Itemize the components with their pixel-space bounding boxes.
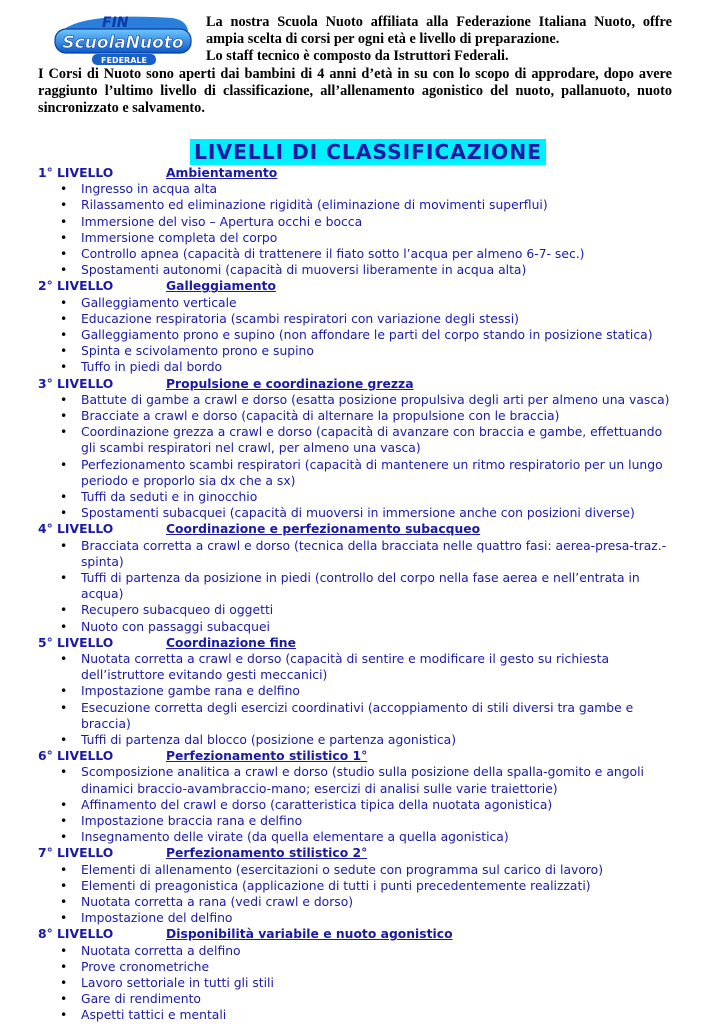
list-item	[38, 959, 678, 975]
list-item	[38, 683, 678, 699]
list-item	[38, 602, 678, 618]
list-item-text: Nuotata corretta a rana (vedi crawl e dorso)	[81, 895, 354, 910]
list-item	[38, 408, 678, 424]
list-item	[38, 505, 678, 521]
bullet-icon: •	[60, 457, 68, 472]
list-item	[38, 311, 678, 327]
list-item	[38, 181, 678, 197]
bullet-icon: •	[60, 878, 68, 893]
level-heading	[38, 165, 678, 181]
level-heading	[38, 845, 678, 861]
level-heading	[38, 635, 678, 651]
list-item-text: Recupero subacqueo di oggetti	[81, 603, 274, 618]
bullet-icon: •	[60, 392, 68, 407]
list-item-text: Esecuzione corretta degli esercizi coordinativi (accoppiamento di stili diversi tra gambe e braccia)	[81, 700, 634, 731]
list-item-text: Bracciata corretta a crawl e dorso (tecnica della bracciata nelle quattro fasi: aerea-presa-traz.-spinta)	[81, 538, 667, 569]
list-item-text: Controllo apnea (capacità di trattenere il fiato sotto l’acqua per almeno 6-7- sec.)	[81, 247, 585, 261]
bullet-icon: •	[60, 425, 68, 440]
bullet-icon: •	[60, 344, 68, 359]
bullet-icon: •	[60, 862, 68, 877]
level-section	[38, 521, 678, 634]
bullet-icon: •	[60, 490, 68, 505]
intro-line-affiliation: La nostra Scuola Nuoto affiliata alla Federazione Italiana Nuoto, offre ampia scelta di corsi per ogni età e livello di preparazione.	[206, 14, 672, 47]
bullet-icon: •	[60, 797, 68, 812]
bullet-icon: •	[60, 295, 68, 310]
list-item-text: Elementi di allenamento (esercitazioni o sedute con programma sul carico di lavoro)	[81, 862, 604, 877]
level-name: Coordinazione e perfezionamento subacqueo	[166, 522, 481, 537]
level-number: 7° LIVELLO	[38, 846, 114, 861]
level-name: Galleggiamento	[166, 279, 276, 294]
list-item	[38, 424, 678, 456]
bullet-icon: •	[60, 311, 68, 326]
level-items	[38, 764, 678, 845]
list-item	[38, 214, 678, 230]
list-item-text: Spostamenti subacquei (capacità di muoversi in immersione anche con posizioni diverse)	[81, 506, 635, 521]
bullet-icon: •	[60, 571, 68, 586]
list-item-text: Elementi di preagonistica (applicazione di tutti i punti precedentemente realizzati)	[81, 878, 591, 893]
list-item-text: Impostazione braccia rana e delfino	[81, 814, 303, 829]
list-item-text: Perfezionamento scambi respiratori (capacità di mantenere un ritmo respiratorio per un lungo periodo e proporlo sia dx che a sx)	[81, 457, 663, 488]
level-items	[38, 538, 678, 635]
bullet-icon: •	[60, 943, 68, 958]
bullet-icon: •	[60, 506, 68, 521]
bullet-icon: •	[60, 976, 68, 991]
list-item-text: Tuffi di partenza dal blocco (posizione e partenza agonistica)	[81, 733, 457, 748]
level-number: 5° LIVELLO	[38, 635, 114, 650]
bullet-icon: •	[60, 619, 68, 634]
list-item-text: Battute di gambe a crawl e dorso (esatta posizione propulsiva degli arti per almeno una vasca)	[81, 392, 670, 407]
list-item-text: Impostazione gambe rana e delfino	[81, 684, 300, 699]
level-section	[38, 748, 678, 845]
list-item-text: Bracciate a crawl e dorso (capacità di alternare la propulsione con le braccia)	[81, 409, 560, 423]
page-title: LIVELLI DI CLASSIFICAZIONE	[190, 139, 546, 165]
bullet-icon: •	[60, 814, 68, 829]
list-item-text: Ingresso in acqua alta	[81, 182, 218, 197]
list-item-text: Gare di rendimento	[81, 992, 201, 1007]
level-name: Ambientamento	[166, 166, 278, 180]
bullet-icon: •	[60, 765, 68, 780]
level-heading	[38, 926, 678, 942]
level-name: Propulsione e coordinazione grezza	[166, 376, 414, 391]
bullet-icon: •	[60, 214, 68, 229]
list-item	[38, 230, 678, 246]
bullet-icon: •	[60, 652, 68, 667]
level-name: Coordinazione fine	[166, 635, 296, 650]
list-item-text: Immersione completa del corpo	[81, 230, 278, 245]
level-number: 8° LIVELLO	[38, 927, 114, 942]
list-item-text: Tuffi da seduti e in ginocchio	[81, 490, 258, 505]
level-items	[38, 295, 678, 376]
bullet-icon: •	[60, 700, 68, 715]
level-heading	[38, 748, 678, 764]
list-item-text: Scomposizione analitica a crawl e dorso (studio sulla posizione della spalla-gomito e angoli dinamici braccio-avambraccio-mano; esercizi di analisi sulle varie traiettorie)	[81, 765, 644, 796]
level-section	[38, 926, 678, 1023]
list-item	[38, 1007, 678, 1023]
list-item	[38, 538, 678, 570]
level-items	[38, 943, 678, 1024]
list-item	[38, 570, 678, 602]
logo-sub-text: FEDERALE	[101, 56, 147, 65]
list-item	[38, 829, 678, 845]
list-item	[38, 392, 678, 408]
list-item	[38, 700, 678, 732]
bullet-icon: •	[60, 328, 68, 342]
list-item	[38, 732, 678, 748]
bullet-icon: •	[60, 182, 68, 197]
level-number: 6° LIVELLO	[38, 749, 114, 764]
list-item-text: Galleggiamento verticale	[81, 295, 237, 310]
level-name: Perfezionamento stilistico 1°	[166, 749, 368, 764]
list-item-text: Galleggiamento prono e supino (non affondare le parti del corpo stando in posizione statica)	[81, 328, 653, 342]
bullet-icon: •	[60, 360, 68, 375]
list-item	[38, 359, 678, 375]
bullet-icon: •	[60, 733, 68, 748]
list-item	[38, 343, 678, 359]
list-item	[38, 262, 678, 278]
level-number: 4° LIVELLO	[38, 522, 114, 537]
logo-fin-text: FIN	[102, 15, 129, 31]
list-item	[38, 619, 678, 635]
bullet-icon: •	[60, 263, 68, 278]
level-section	[38, 165, 678, 278]
level-items	[38, 651, 678, 748]
bullet-icon: •	[60, 538, 68, 553]
intro-line-staff: Lo staff tecnico è composto da Istruttori Federali.	[206, 48, 509, 64]
list-item	[38, 894, 678, 910]
intro-main-text: I Corsi di Nuoto sono aperti dai bambini di 4 anni d’età in su con lo scopo di approdare, dopo avere raggiunto l’ultimo livello di classificazione, all’allenamento agonistico del nuoto, pallanuoto, nuoto sincronizzato e salvamento.	[38, 66, 672, 116]
bullet-icon: •	[60, 911, 68, 926]
level-heading	[38, 278, 678, 294]
level-number: 3° LIVELLO	[38, 376, 114, 391]
list-item-text: Coordinazione grezza a crawl e dorso (capacità di avanzare con braccia e gambe, effettuando gli scambi respiratori nel crawl, per almeno una vasca)	[81, 425, 663, 456]
intro-side-text	[206, 14, 672, 65]
list-item	[38, 651, 678, 683]
level-heading	[38, 521, 678, 537]
list-item	[38, 489, 678, 505]
list-item-text: Lavoro settoriale in tutti gli stili	[81, 976, 274, 991]
level-items	[38, 181, 678, 278]
level-number: 2° LIVELLO	[38, 279, 114, 294]
list-item-text: Insegnamento delle virate (da quella elementare a quella agonistica)	[81, 830, 509, 845]
bullet-icon: •	[60, 959, 68, 974]
list-item	[38, 910, 678, 926]
list-item	[38, 197, 678, 213]
list-item-text: Educazione respiratoria (scambi respiratori con variazione degli stessi)	[81, 311, 519, 326]
list-item	[38, 943, 678, 959]
list-item	[38, 764, 678, 796]
list-item	[38, 797, 678, 813]
list-item-text: Nuoto con passaggi subacquei	[81, 619, 270, 634]
list-item	[38, 975, 678, 991]
list-item	[38, 295, 678, 311]
bullet-icon: •	[60, 603, 68, 618]
bullet-icon: •	[60, 830, 68, 845]
scuola-nuoto-logo	[52, 12, 194, 68]
bullet-icon: •	[60, 247, 68, 261]
list-item-text: Affinamento del crawl e dorso (caratteristica tipica della nuotata agonistica)	[81, 797, 553, 812]
list-item-text: Tuffi di partenza da posizione in piedi (controllo del corpo nella fase aerea e nell’entrata in acqua)	[81, 571, 640, 602]
level-section	[38, 278, 678, 375]
level-section	[38, 376, 678, 522]
list-item	[38, 457, 678, 489]
list-item	[38, 813, 678, 829]
levels-list	[38, 165, 678, 1024]
level-section	[38, 635, 678, 748]
list-item-text: Spinta e scivolamento prono e supino	[81, 344, 314, 359]
level-items	[38, 862, 678, 927]
list-item	[38, 991, 678, 1007]
level-name: Disponibilità variabile e nuoto agonistico	[166, 927, 453, 942]
list-item	[38, 878, 678, 894]
logo-main-text: ScuolaNuoto	[62, 33, 184, 53]
bullet-icon: •	[60, 992, 68, 1007]
level-name: Perfezionamento stilistico 2°	[166, 846, 368, 861]
list-item-text: Immersione del viso – Apertura occhi e bocca	[81, 214, 363, 229]
level-section	[38, 845, 678, 926]
list-item-text: Aspetti tattici e mentali	[81, 1008, 227, 1023]
list-item-text: Impostazione del delfino	[81, 911, 233, 926]
list-item	[38, 246, 678, 262]
list-item-text: Tuffo in piedi dal bordo	[81, 360, 223, 375]
list-item-text: Rilassamento ed eliminazione rigidità (eliminazione di movimenti superflui)	[81, 198, 548, 213]
bullet-icon: •	[60, 230, 68, 245]
list-item	[38, 327, 678, 343]
level-items	[38, 392, 678, 522]
bullet-icon: •	[60, 409, 68, 423]
bullet-icon: •	[60, 684, 68, 699]
list-item	[38, 862, 678, 878]
list-item-text: Nuotata corretta a delfino	[81, 943, 241, 958]
list-item-text: Nuotata corretta a crawl e dorso (capacità di sentire e modificare il gesto su richiesta dell’istruttore evitando gesti meccanici)	[81, 652, 610, 683]
bullet-icon: •	[60, 1008, 68, 1023]
list-item-text: Prove cronometriche	[81, 959, 210, 974]
list-item-text: Spostamenti autonomi (capacità di muoversi liberamente in acqua alta)	[81, 263, 527, 278]
bullet-icon: •	[60, 198, 68, 213]
bullet-icon: •	[60, 895, 68, 910]
level-number: 1° LIVELLO	[38, 166, 114, 180]
level-heading	[38, 376, 678, 392]
